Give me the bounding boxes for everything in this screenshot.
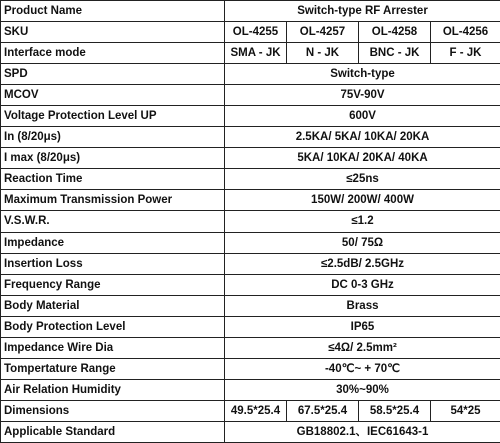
spec-value: Brass [225,295,500,316]
spec-value: Switch-type [225,64,500,85]
spec-value: 2.5KA/ 5KA/ 10KA/ 20KA [225,127,500,148]
table-header-row [1,1,500,22]
table-row [1,316,500,337]
table-row [1,85,500,106]
dimensions-value: 58.5*25.4 [359,400,431,421]
table-row [1,274,500,295]
dimensions-label: Dimensions [1,400,225,421]
sku-row [1,22,500,43]
spec-value: ≤1.2 [225,211,500,232]
spec-value: DC 0-3 GHz [225,274,500,295]
dimensions-value: 54*25 [431,400,500,421]
spec-label: I max (8/20μs) [1,148,225,169]
spec-value: IP65 [225,316,500,337]
spec-value: ≤4Ω/ 2.5mm² [225,337,500,358]
product-name-label: Product Name [1,1,225,22]
spec-value: 30%~90% [225,379,500,400]
spec-label: SPD [1,64,225,85]
dimensions-row [1,400,500,421]
spec-value: ≤25ns [225,169,500,190]
table-row [1,295,500,316]
spec-label: Insertion Loss [1,253,225,274]
sku-value: OL-4256 [431,22,500,43]
spec-label: Voltage Protection Level UP [1,106,225,127]
standard-row [1,421,500,442]
spec-label: Body Material [1,295,225,316]
table-row [1,148,500,169]
sku-value: OL-4257 [287,22,359,43]
table-row [1,379,500,400]
interface-mode-label: Interface mode [1,43,225,64]
spec-label: Impedance Wire Dia [1,337,225,358]
table-row [1,337,500,358]
spec-value: 5KA/ 10KA/ 20KA/ 40KA [225,148,500,169]
spec-label: Body Protection Level [1,316,225,337]
interface-mode-row [1,43,500,64]
sku-value: OL-4258 [359,22,431,43]
spec-label: Frequency Range [1,274,225,295]
table-row [1,169,500,190]
dimensions-value: 49.5*25.4 [225,400,287,421]
table-row [1,358,500,379]
spec-value: 150W/ 200W/ 400W [225,190,500,211]
spec-value: 75V-90V [225,85,500,106]
spec-label: Reaction Time [1,169,225,190]
spec-label: Impedance [1,232,225,253]
standard-value: GB18802.1、IEC61643-1 [225,421,500,442]
dimensions-value: 67.5*25.4 [287,400,359,421]
interface-mode-value: N - JK [287,43,359,64]
spec-label: Maximum Transmission Power [1,190,225,211]
spec-label: Tompertature Range [1,358,225,379]
table-row [1,64,500,85]
interface-mode-value: F - JK [431,43,500,64]
sku-label: SKU [1,22,225,43]
spec-value: 600V [225,106,500,127]
product-name-value: Switch-type RF Arrester [225,1,500,22]
interface-mode-value: BNC - JK [359,43,431,64]
table-row [1,106,500,127]
spec-value: 50/ 75Ω [225,232,500,253]
table-row [1,127,500,148]
table-row [1,211,500,232]
table-row [1,253,500,274]
spec-label: Air Relation Humidity [1,379,225,400]
sku-value: OL-4255 [225,22,287,43]
spec-value: ≤2.5dB/ 2.5GHz [225,253,500,274]
table-row [1,190,500,211]
spec-label: In (8/20μs) [1,127,225,148]
table-row [1,232,500,253]
spec-value: -40℃~ + 70℃ [225,358,500,379]
standard-label: Applicable Standard [1,421,225,442]
spec-label: V.S.W.R. [1,211,225,232]
spec-label: MCOV [1,85,225,106]
interface-mode-value: SMA - JK [225,43,287,64]
